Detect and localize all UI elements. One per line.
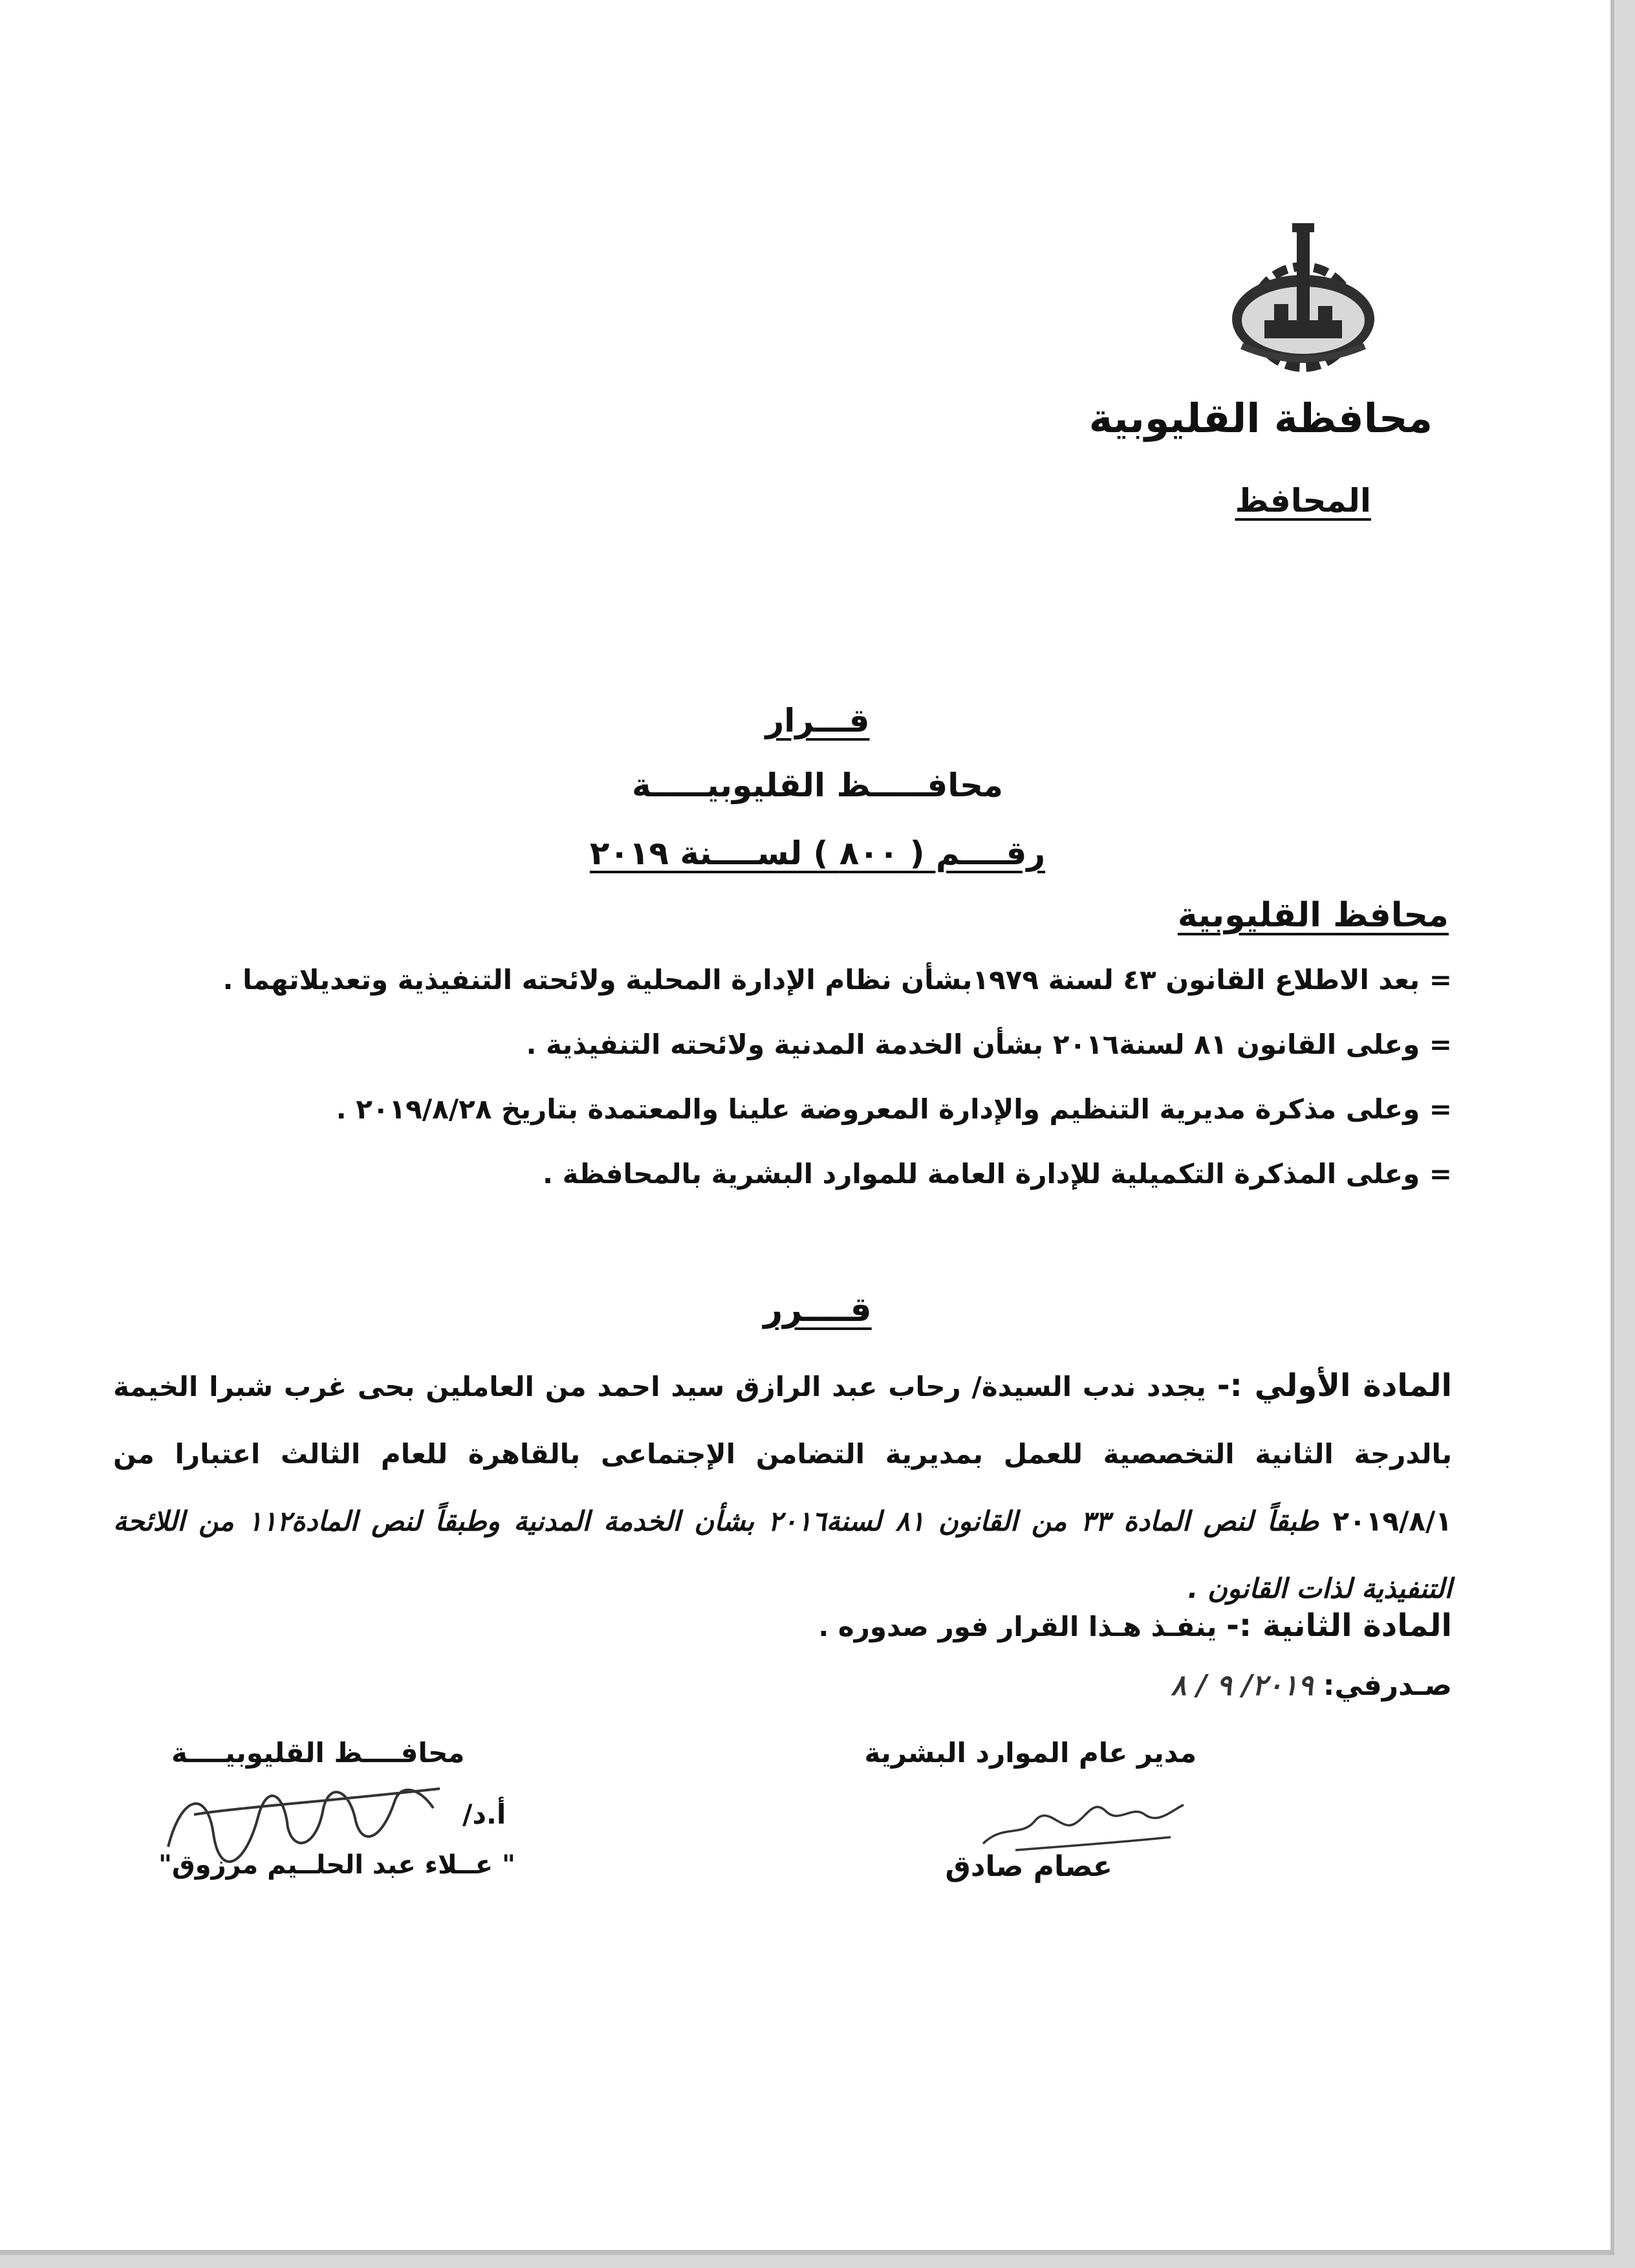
article-two-text: ينفـذ هـذا القرار فور صدوره . <box>818 1611 1217 1642</box>
resolution-heading: قــــرر <box>763 1291 872 1329</box>
decree-number: رقــــم ( ٨٠٠ ) لســــنة ٢٠١٩ <box>589 834 1046 872</box>
hr-director-title: مدير عام الموارد البشرية <box>864 1737 1196 1769</box>
hr-director-name: عصام صادق <box>945 1850 1112 1883</box>
article-two-label: المادة الثانية :- <box>1226 1608 1452 1644</box>
preamble-item: = وعلى القانون ٨١ لسنة٢٠١٦ بشأن الخدمة المدنية ولائحته التنفيذية . <box>526 1029 1452 1060</box>
governorate-title: محافظة القليوبية <box>1088 395 1433 442</box>
article-one-label: المادة الأولي :- <box>1217 1368 1452 1404</box>
decree-issuer: محافـــــظ القليوبيـــــة <box>632 767 1003 804</box>
office-title: المحافظ <box>1235 482 1371 519</box>
issue-date: ٢٠١٩/ ٩ / ٨ <box>1171 1669 1314 1702</box>
decree-title: قـــرار <box>765 702 870 739</box>
preamble-item: = وعلى مذكرة مديرية التنظيم والإدارة المعروضة علينا والمعتمدة بتاريخ ٢٠١٩/٨/٢٨ . <box>336 1093 1452 1125</box>
article-one <box>113 1352 1452 1622</box>
issue-date-line <box>1171 1669 1452 1702</box>
preamble-item: = وعلى المذكرة التكميلية للإدارة العامة للموارد البشرية بالمحافظة . <box>543 1158 1452 1190</box>
governor-name: " عــلاء عبد الحلــيم مرزوق" <box>158 1850 515 1880</box>
article-one-text: يجدد ندب السيدة/ رحاب عبد الرازق سيد احمد من العاملين بحى غرب شبرا الخيمة بالدرجة الثانية التخصصية للعمل بمديرية التضامن الإجتماعى بالقاهرة للعام الثالث اعتبارا من ٢٠١٩/٨/١ <box>113 1371 1453 1537</box>
preamble-heading: محافظ القليوبية <box>1177 896 1449 935</box>
article-one-legal-basis: طبقاً لنص المادة ٣٣ من القانون ٨١ لسنة٢٠١٦ بشأن الخدمة المدنية وطبقاً لنص المادة١١٢ من اللائحة التنفيذية لذات القانون . <box>113 1505 1452 1604</box>
governorate-emblem-icon <box>1203 223 1403 372</box>
issue-date-label: صـدرفي: <box>1323 1669 1452 1702</box>
governor-signature-title: محافــــظ القليوبيــــة <box>171 1737 465 1769</box>
article-two <box>818 1608 1452 1644</box>
governor-title-prefix: أ.د/ <box>462 1798 506 1830</box>
preamble-item: = بعد الاطلاع القانون ٤٣ لسنة ١٩٧٩بشأن نظام الإدارة المحلية ولائحته التنفيذية وتعديلاتهما . <box>222 964 1452 996</box>
